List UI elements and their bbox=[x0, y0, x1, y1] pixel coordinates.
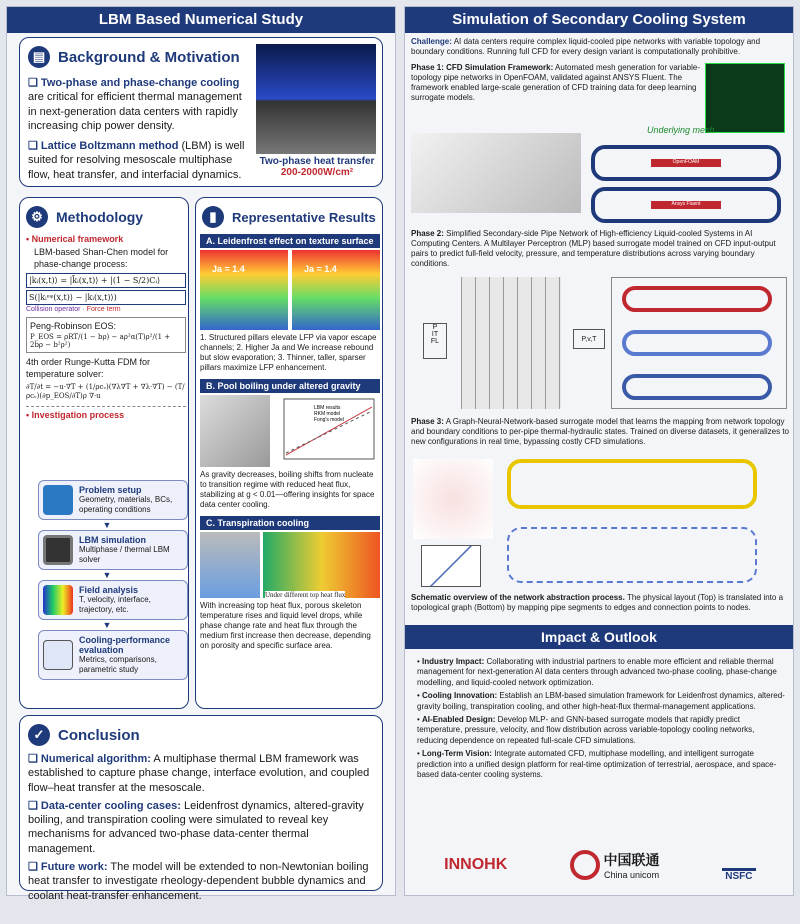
results-card bbox=[195, 197, 383, 709]
gravity-plot bbox=[274, 395, 378, 467]
scatter-plot bbox=[421, 545, 481, 587]
mesh-image bbox=[705, 63, 785, 133]
mlp-network bbox=[461, 277, 561, 409]
methodology-card bbox=[19, 197, 189, 709]
datacenter-photo bbox=[256, 44, 376, 154]
equation-1: |kᵢ(x,t)⟩ = |k̃ᵢ(x,t)⟩ + |(1 − S/2)Cᵢ⟩ bbox=[26, 273, 186, 288]
phase3-figure bbox=[411, 457, 789, 589]
legend-rkm: RKM model bbox=[314, 411, 341, 417]
chart-icon bbox=[43, 640, 73, 670]
logos-row bbox=[413, 839, 787, 891]
nsfc-logo: NSFC bbox=[722, 849, 756, 882]
conclusion-header: ✓ Conclusion bbox=[28, 724, 140, 746]
topology-graph bbox=[507, 527, 757, 583]
phase2-text: Phase 2: Simplified Secondary-side Pipe Network of High-efficiency Liquid-cooled Systems in AI Computing Centers. A Multilayer Perceptron (MLP) based surrogate model trained on CFD input-output pairs to predict full-field velocity, pressure, and temperature distributions across varying boundary conditions. bbox=[411, 229, 776, 268]
nsfc-emblem-icon bbox=[722, 849, 756, 871]
flow-step-lbm: LBM simulation Multiphase / thermal LBM solver bbox=[38, 530, 188, 570]
unicom-knot-icon bbox=[570, 850, 600, 880]
simulation-body: Challenge: AI data centers require complex liquid-cooled pipe networks with variable topology and boundary conditions. Running full CFD for every design variant is computationally prohibitive. Phase 1: CFD Simulation Framework: Automated mesh generation for variable-topology pipe networks in OpenFOAM, validated against ANSYS Fluent. The framework enabled large-scale generation of CFD training data for deep learning surrogate models. bbox=[411, 37, 789, 133]
flow-step-evaluation: Cooling-performance evaluation Metrics, comparisons, parametric study bbox=[38, 630, 188, 680]
transpiration-image: Under different top heat flux bbox=[263, 532, 380, 598]
chinaunicom-logo: 中国联通 China unicom bbox=[570, 850, 660, 880]
cube-icon bbox=[43, 485, 73, 515]
results-body: A. Leidenfrost effect on texture surface Ja = 1.4 Ja = 1.4 1. Structured pillars elevate LFP via vapor escape channels; 2. Higher Ja and We increase rebound but slow evaporation; 3. Thinner, taller, sparser pillars maximize LFP enhancement. B. Pool boiling under altered gravity LBM results RKM model Fong's model As gravity decreases, boiling shifts from nucleate to transition regime with reduced heat flux, stabilizing at g < 0.01—offering insights for space data center cooling. C. Transpiration cooling Under different top heat flux With increasing top heat flux, porous skeleton temperature rises and liquid level drops, while phase change rate and heat flux through the medium first increase then decrease, depending on porosity and specific surface area. bbox=[200, 234, 380, 651]
leidenfrost-image: Ja = 1.4 Ja = 1.4 bbox=[200, 250, 380, 330]
impact-list: • Industry Impact: Collaborating with industrial partners to enable more efficient and reliable thermal management for next-generation AI data centers through advanced two-phase cooling, phase-change modelling, and liquid-cooled network optimization. • Cooling Innovation: Establish an LBM-based simulation framework for Leidenfrost dynamics, altered-gravity boiling, transpiration cooling, and other high-heat-flux thermal-management applications. • AI-Enabled Design: Develop MLP- and GNN-based surrogate models that rapidly predict temperature, pressure, velocity, and flow distribution across variable-topology cooling networks, reducing dependence on repeated full-scale CFD simulations. • Long-Term Vision: Integrate automated CFD, multiphase modelling, and intelligent surrogate prediction into a unified design platform for real-time optimization of terrestrial, aerospace, and space-based data-center cooling systems. bbox=[417, 657, 785, 779]
conclusion-text: ❑ Numerical algorithm: A multiphase thermal LBM framework was established to capture phase change, interface evolution, and coupled flow–heat transfer at the mesoscale. ❑ Data-center cooling cases: Leidenfrost dynamics, altered-gravity boiling, and transpiration cooling were simulated to reveal key mechanisms for advanced two-phase data-center thermal management. ❑ Future work: The model will be extended to non-Newtonian boiling heat transfer to investigate rheology-dependent bubble dynamics and coolant heat-transfer enhancement. bbox=[28, 753, 370, 902]
impact-banner: Impact & Outlook bbox=[405, 625, 793, 649]
results-header: ▮ Representative Results bbox=[202, 206, 376, 228]
check-icon: ✓ bbox=[28, 724, 50, 746]
phase1-figures bbox=[411, 125, 789, 225]
background-header: ▤ Background & Motivation bbox=[28, 46, 240, 68]
right-column bbox=[404, 6, 794, 896]
background-caption: Two-phase heat transfer 200-2000W/cm² bbox=[259, 156, 375, 178]
monitor-icon bbox=[43, 535, 73, 565]
input-box: P IT FL bbox=[423, 323, 447, 359]
legend-lbm: LBM results bbox=[314, 405, 341, 411]
document-icon: ▤ bbox=[28, 46, 50, 68]
openfoam-bar: OpenFOAM bbox=[651, 159, 721, 167]
phase2-figure bbox=[411, 273, 789, 413]
output-box: P,v,T bbox=[573, 329, 605, 349]
equation-2: S(|kᵢᵉᵠ(x,t)⟩ − |kᵢ(x,t)⟩) bbox=[26, 290, 186, 305]
equation-3: ∂T/∂t = −u·∇T + (1/ρcᵥ)(∇λ∇T + ∇λ·∇T) − (T/ρcᵥ)(∂p_EOS/∂T)ρ ∇·u bbox=[26, 382, 185, 400]
background-card bbox=[19, 37, 383, 187]
bar-chart-icon: ▮ bbox=[202, 206, 224, 228]
prediction-maps bbox=[611, 277, 787, 409]
porous-image bbox=[200, 532, 260, 598]
gear-icon: ⚙ bbox=[26, 206, 48, 228]
right-banner: Simulation of Secondary Cooling System bbox=[405, 7, 793, 33]
bubble-image bbox=[200, 395, 270, 467]
field-icon bbox=[43, 585, 73, 615]
underlying-mesh-label: Underlying mesh bbox=[647, 125, 715, 135]
phase3-text: Phase 3: A Graph-Neural-Network-based surrogate model that learns the mapping from network topology and boundary conditions to per-pipe thermal-hydraulic states. Trained on diverse datasets, it generalizes to new configurations in real time, bypassing costly CFD simulations. bbox=[411, 417, 789, 446]
innohk-logo: INNOHK bbox=[444, 856, 508, 873]
gnn-graph bbox=[413, 459, 493, 539]
fluent-bar: Ansys Fluent bbox=[651, 201, 721, 209]
schema-caption: Schematic overview of the network abstraction process. The physical layout (Top) is translated into a topological graph (Bottom) by mapping pipe segments to edges and connection points to nodes. bbox=[411, 593, 784, 612]
left-banner: LBM Based Numerical Study bbox=[7, 7, 395, 33]
left-column bbox=[6, 6, 396, 902]
investigation-flow: Problem setup Geometry, materials, BCs, operating conditions ▼ LBM simulation Multiphase / thermal LBM solver ▼ Field analysis T, velocity, interface, trajectory, etc. ▼ Cooling-performance evaluation Metrics, comparisons, parametric study bbox=[26, 480, 188, 680]
flow-step-setup: Problem setup Geometry, materials, BCs, operating conditions bbox=[38, 480, 188, 520]
pipe-3d-model bbox=[411, 133, 581, 213]
background-text: ❑ Two-phase and phase-change cooling are critical for efficient thermal management in next-generation data centers with rapidly increasing chip power density. ❑ Lattice Boltzmann method (LBM) is well suited for resolving mesoscale multiphase flow, heat transfer, and interfacial dynamics. bbox=[28, 77, 245, 181]
methodology-body: • Numerical framework LBM-based Shan-Chen model for phase-change process: |kᵢ(x,t)⟩ = |k̃ᵢ(x,t)⟩ + |(1 − S/2)Cᵢ⟩ S(|kᵢᵉᵠ(x,t)⟩ − |kᵢ(x,t)⟩) Collision operator · Force term Peng-Robinson EOS: P_EOS = ρRT/(1 − bρ) − aρ²α(T)ρ²/(1 + 2bρ − b²ρ²) 4th order Runge-Kutta FDM for temperature solver: ∂T/∂t = −u·∇T + (1/ρcᵥ)(∇λ∇T + ∇λ·∇T) − (T/ρcᵥ)(∂p_EOS/∂T)ρ ∇·u • Investigation process bbox=[26, 234, 185, 420]
methodology-header: ⚙ Methodology bbox=[26, 206, 143, 228]
conclusion-card bbox=[19, 715, 383, 902]
legend-fong: Fong's model bbox=[314, 417, 344, 423]
flow-step-field: Field analysis T, velocity, interface, trajectory, etc. bbox=[38, 580, 188, 620]
physical-layout bbox=[507, 459, 757, 509]
